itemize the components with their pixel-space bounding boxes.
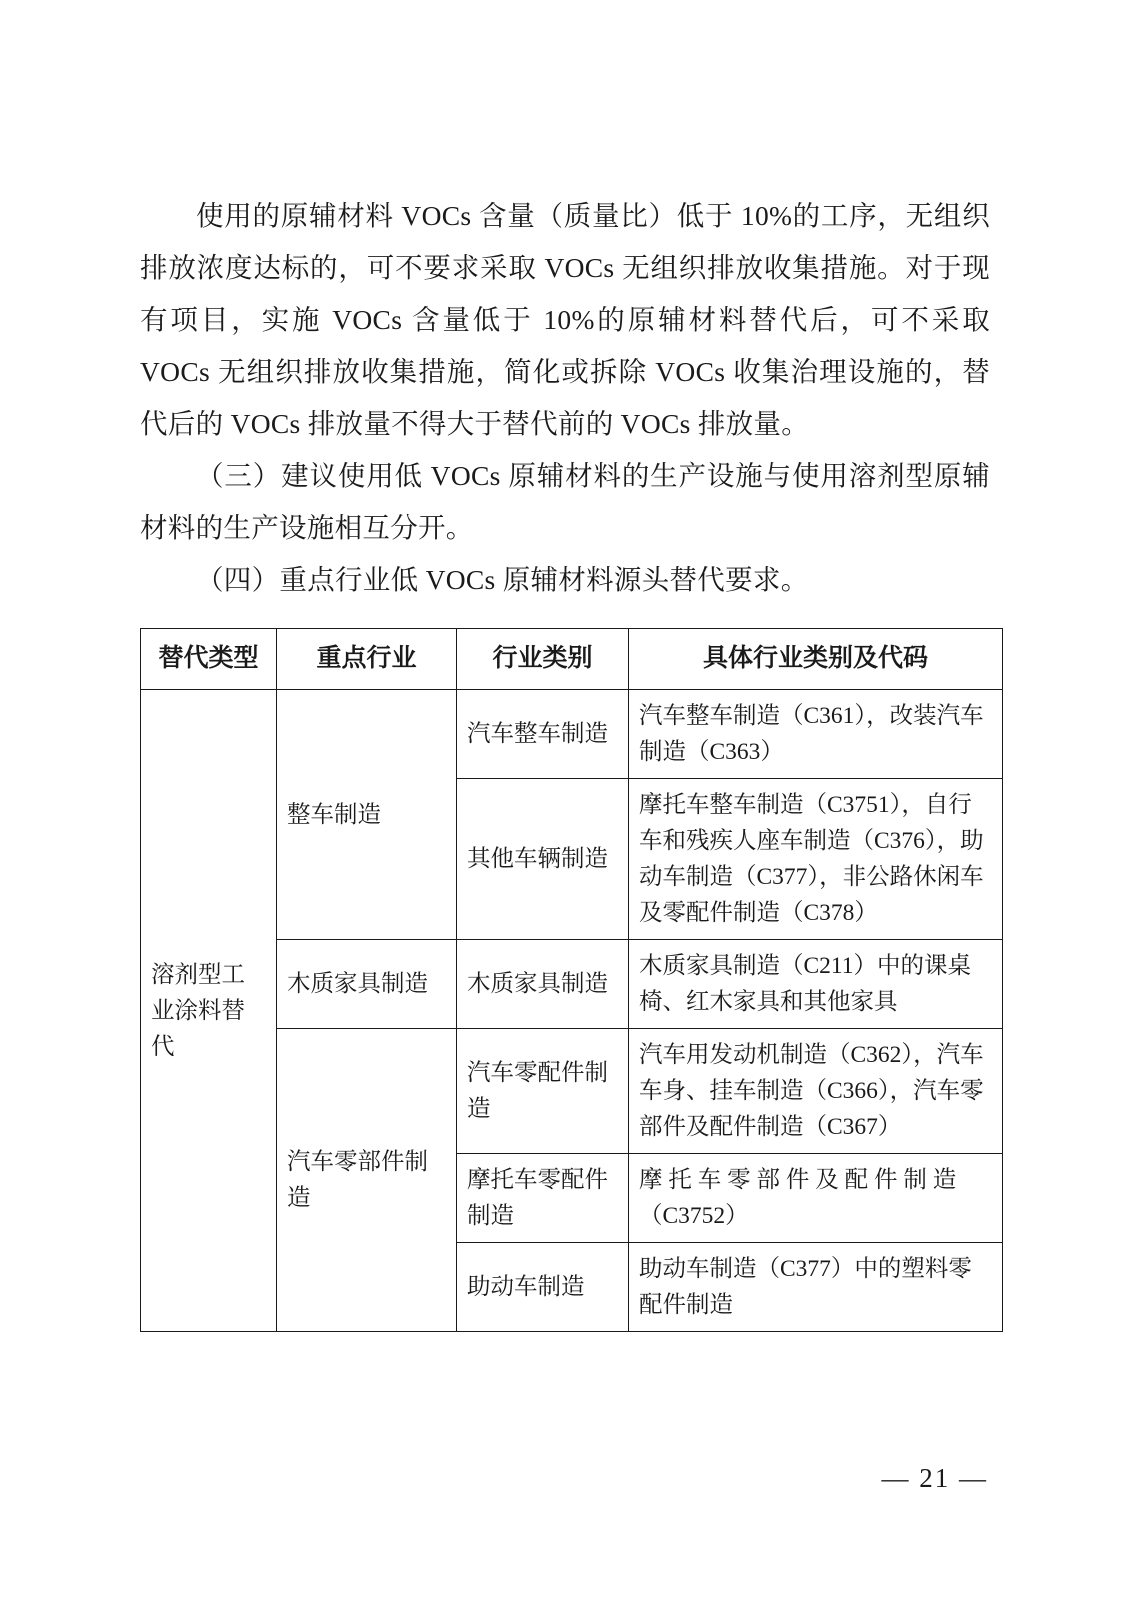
cell-codes: 助动车制造（C377）中的塑料零配件制造 <box>629 1243 1003 1332</box>
table-header-industry-category: 行业类别 <box>457 629 629 690</box>
cell-codes: 摩 托 车 零 部 件 及 配 件 制 造（C3752） <box>629 1154 1003 1243</box>
cell-industry-category: 摩托车零配件制造 <box>457 1154 629 1243</box>
cell-key-industry-vehicle: 整车制造 <box>277 690 457 940</box>
paragraph-3: （四）重点行业低 VOCs 原辅材料源头替代要求。 <box>196 564 809 595</box>
table-row <box>141 690 1003 779</box>
cell-industry-category: 其他车辆制造 <box>457 779 629 940</box>
cell-key-industry-furniture: 木质家具制造 <box>277 940 457 1029</box>
cell-key-industry-auto-parts: 汽车零部件制造 <box>277 1029 457 1332</box>
cell-industry-category: 助动车制造 <box>457 1243 629 1332</box>
cell-industry-category: 汽车零配件制造 <box>457 1029 629 1154</box>
table-header-key-industry: 重点行业 <box>277 629 457 690</box>
paragraph-1: 使用的原辅材料 VOCs 含量（质量比）低于 10%的工序，无组织排放浓度达标的，可不要求采取 VOCs 无组织排放收集措施。对于现有项目，实施 VOCs 含量低于 10%的原辅材料替代后，可不采取 VOCs 无组织排放收集措施，简化或拆除 VOCs 收集治理设施的，替代后的 VOCs 排放量不得大于替代前的 VOCs 排放量。 <box>140 200 990 439</box>
table-header-replacement-type: 替代类型 <box>141 629 277 690</box>
paragraph-2: （三）建议使用低 VOCs 原辅材料的生产设施与使用溶剂型原辅材料的生产设施相互分开。 <box>140 460 990 543</box>
cell-codes: 木质家具制造（C211）中的课桌椅、红木家具和其他家具 <box>629 940 1003 1029</box>
cell-industry-category: 汽车整车制造 <box>457 690 629 779</box>
cell-codes: 汽车整车制造（C361），改装汽车制造（C363） <box>629 690 1003 779</box>
cell-replacement-type: 溶剂型工业涂料替代 <box>141 690 277 1332</box>
page-number: — 21 — <box>881 1463 988 1493</box>
table-header-row <box>141 629 1003 690</box>
cell-industry-category: 木质家具制造 <box>457 940 629 1029</box>
industry-table-wrapper <box>140 628 990 1332</box>
cell-codes: 摩托车整车制造（C3751），自行车和残疾人座车制造（C376），助动车制造（C377），非公路休闲车及零配件制造（C378） <box>629 779 1003 940</box>
cell-codes: 汽车用发动机制造（C362），汽车车身、挂车制造（C366），汽车零部件及配件制造（C367） <box>629 1029 1003 1154</box>
table-header-codes: 具体行业类别及代码 <box>629 629 1003 690</box>
industry-replacement-table <box>140 628 1003 1332</box>
